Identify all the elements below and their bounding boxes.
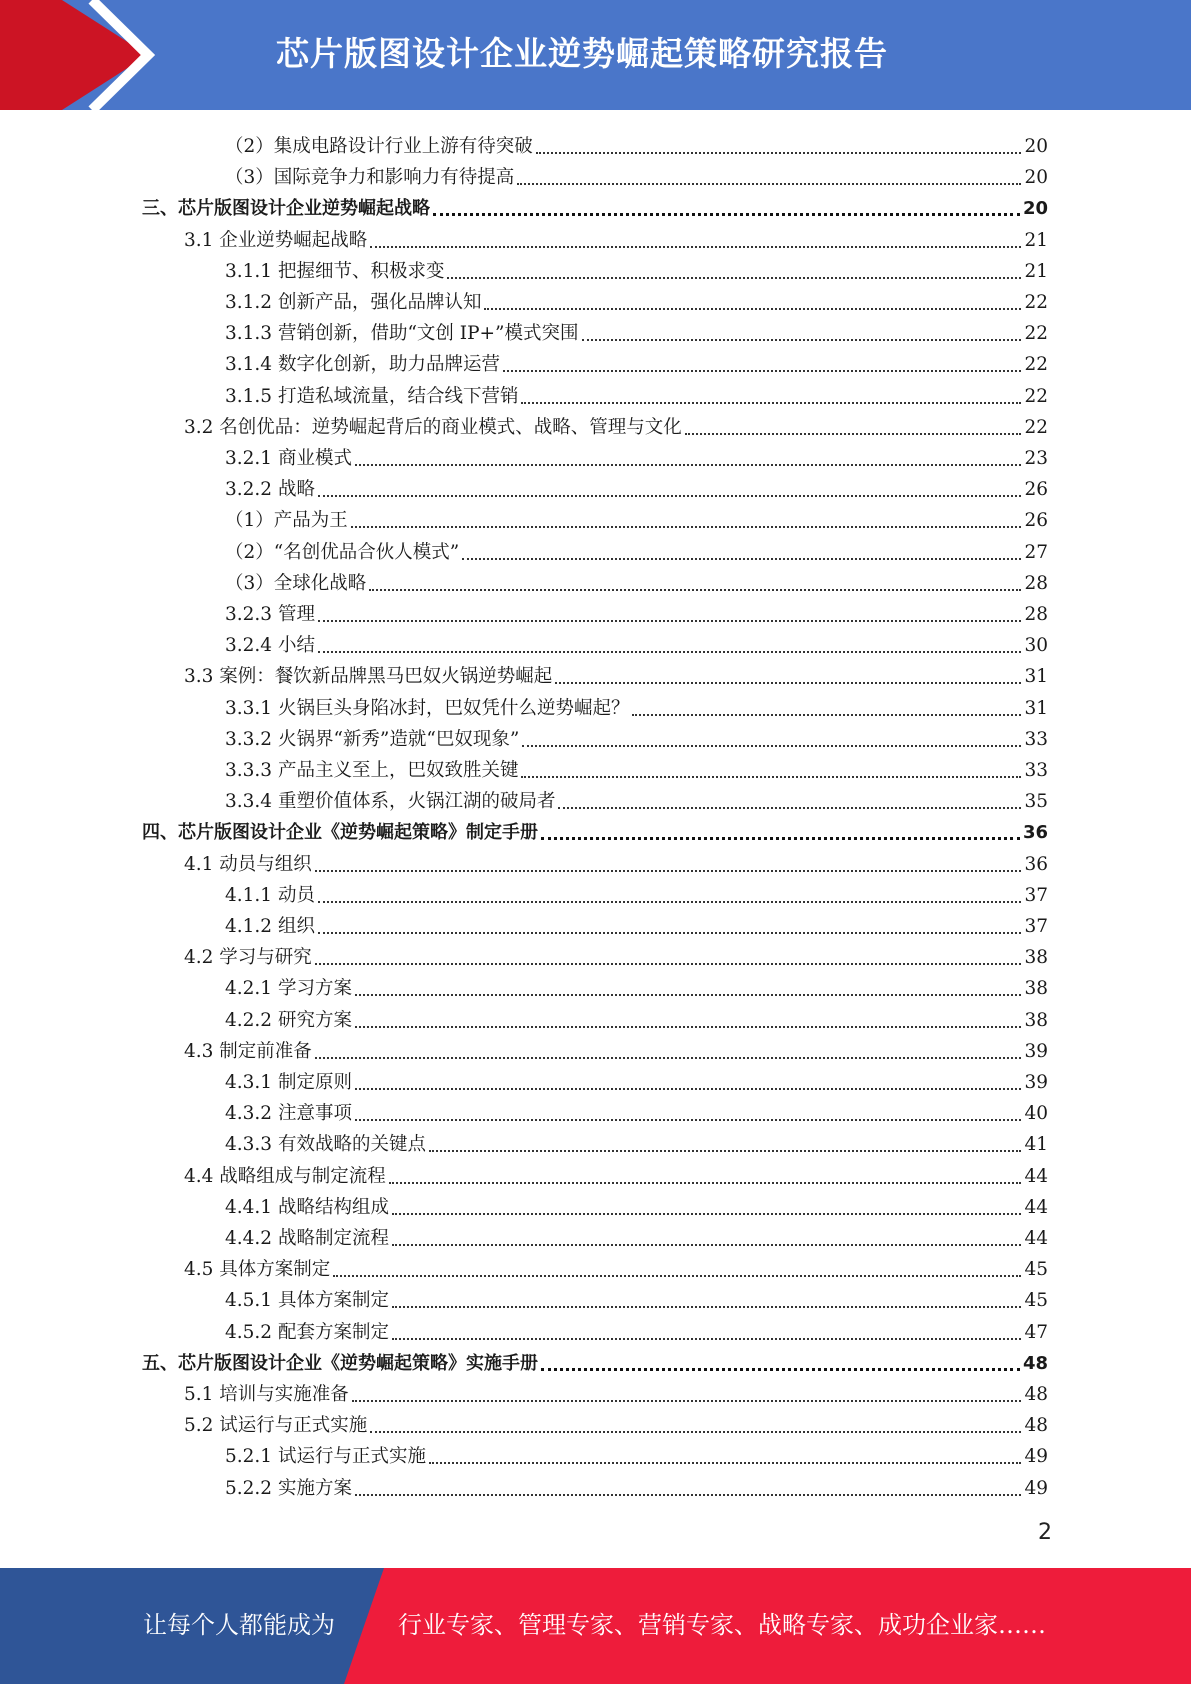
toc-entry-page: 26 (1024, 510, 1048, 532)
toc-entry[interactable] (225, 877, 1048, 908)
toc-entry-page: 44 (1024, 1196, 1048, 1218)
toc-entry[interactable] (184, 1376, 1048, 1407)
toc-entry-title: 3.2 名创优品：逆势崛起背后的商业模式、战略、管理与文化 (184, 416, 682, 438)
toc-dot-leader (370, 246, 1021, 248)
toc-entry[interactable] (225, 128, 1048, 159)
toc-entry[interactable] (184, 939, 1048, 970)
toc-entry[interactable] (225, 1002, 1048, 1033)
toc-entry-page: 20 (1022, 198, 1048, 220)
toc-entry-title: 4.1.2 组织 (225, 916, 315, 937)
toc-entry[interactable] (184, 409, 1048, 440)
toc-entry-page: 33 (1024, 760, 1048, 781)
toc-entry[interactable] (225, 1282, 1048, 1313)
toc-entry[interactable] (225, 1438, 1048, 1469)
toc-entry-title: （3）全球化战略 (225, 572, 367, 594)
toc-dot-leader (318, 620, 1022, 622)
toc-entry[interactable] (225, 534, 1048, 565)
toc-entry[interactable] (225, 783, 1048, 814)
toc-entry-title: 4.3.3 有效战略的关键点 (225, 1134, 426, 1156)
toc-dot-leader (355, 1494, 1022, 1496)
toc-dot-leader (315, 1057, 1022, 1059)
toc-entry-title: 3.1.1 把握细节、积极求变 (225, 260, 445, 282)
toc-entry-page: 40 (1024, 1103, 1048, 1125)
toc-entry-page: 48 (1024, 1415, 1048, 1437)
toc-entry-title: 3.3.4 重塑价值体系，火锅江湖的破局者 (225, 791, 556, 813)
toc-dot-leader (355, 994, 1022, 996)
toc-dot-leader (355, 1026, 1022, 1028)
toc-entry-page: 26 (1024, 479, 1048, 501)
toc-entry-page: 22 (1024, 292, 1048, 313)
toc-dot-leader (521, 402, 1021, 404)
toc-dot-leader (315, 870, 1022, 872)
toc-dot-leader (392, 1213, 1021, 1215)
toc-dot-leader (318, 932, 1022, 934)
toc-entry-title: 5.2.2 实施方案 (225, 1477, 352, 1499)
toc-entry[interactable] (225, 284, 1048, 315)
toc-entry-page: 20 (1024, 136, 1048, 157)
toc-entry-page: 41 (1024, 1134, 1048, 1156)
toc-entry-title: 3.3.1 火锅巨头身陷冰封，巴奴凭什么逆势崛起？ (225, 697, 630, 719)
toc-dot-leader (392, 1306, 1021, 1308)
toc-dot-leader (315, 963, 1022, 965)
toc-entry[interactable] (142, 814, 1048, 845)
toc-entry-page: 38 (1024, 978, 1048, 1000)
toc-entry-title: （1）产品为王 (225, 510, 348, 532)
toc-entry-page: 48 (1024, 1384, 1048, 1405)
toc-entry[interactable] (184, 1033, 1048, 1064)
toc-entry-title: （3）国际竞争力和影响力有待提高 (225, 167, 515, 189)
toc-entry[interactable] (225, 253, 1048, 284)
toc-dot-leader (355, 1088, 1022, 1090)
toc-dot-leader (521, 776, 1021, 778)
toc-entry[interactable] (225, 721, 1048, 752)
toc-dot-leader (429, 1462, 1021, 1464)
toc-entry[interactable] (184, 1251, 1048, 1282)
toc-dot-leader (462, 558, 1021, 560)
toc-entry-page: 36 (1022, 822, 1048, 844)
toc-entry[interactable] (225, 1189, 1048, 1220)
page-header (0, 0, 1191, 110)
toc-entry[interactable] (225, 1095, 1048, 1126)
toc-entry-title: 4.4.2 战略制定流程 (225, 1228, 389, 1249)
toc-entry[interactable] (184, 1407, 1048, 1438)
toc-entry-title: 4.3.2 注意事项 (225, 1103, 352, 1125)
toc-entry-page: 21 (1024, 229, 1048, 251)
toc-entry-title: 3.2.3 管理 (225, 604, 315, 625)
toc-dot-leader (370, 1431, 1021, 1433)
toc-entry[interactable] (225, 346, 1048, 377)
toc-entry-title: 5.1 培训与实施准备 (184, 1384, 349, 1405)
toc-entry-title: 四、芯片版图设计企业《逆势崛起策略》制定手册 (142, 822, 538, 844)
toc-entry[interactable] (184, 1158, 1048, 1189)
toc-entry-page: 37 (1024, 884, 1048, 906)
header-red-arrow (0, 0, 148, 110)
toc-dot-leader (355, 1119, 1022, 1121)
toc-entry-page: 48 (1022, 1352, 1048, 1374)
toc-entry-title: 4.3 制定前准备 (184, 1040, 312, 1062)
toc-dot-leader (558, 807, 1021, 809)
toc-entry-title: 4.3.1 制定原则 (225, 1072, 352, 1093)
footer-slogan-left: 让每个人都能成为 (143, 1611, 335, 1639)
toc-entry[interactable] (184, 222, 1048, 253)
toc-dot-leader (369, 589, 1021, 591)
toc-entry[interactable] (142, 190, 1048, 221)
toc-dot-leader (632, 714, 1021, 716)
toc-entry-page: 28 (1024, 572, 1048, 594)
toc-entry-title: 3.1.3 营销创新，借助“文创 IP+”模式突围 (225, 323, 579, 345)
toc-dot-leader (333, 1275, 1021, 1277)
toc-dot-leader (555, 682, 1021, 684)
toc-entry[interactable] (184, 658, 1048, 689)
toc-entry-page: 35 (1024, 791, 1048, 813)
toc-entry-page: 36 (1024, 853, 1048, 875)
toc-entry-page: 37 (1024, 916, 1048, 937)
toc-entry-title: 4.4.1 战略结构组成 (225, 1196, 389, 1218)
toc-entry[interactable] (142, 1345, 1048, 1376)
document-title: 芯片版图设计企业逆势崛起策略研究报告 (276, 34, 888, 73)
toc-dot-leader (351, 526, 1022, 528)
toc-entry-page: 31 (1024, 666, 1048, 688)
toc-entry-title: 三、芯片版图设计企业逆势崛起战略 (142, 198, 430, 220)
toc-entry[interactable] (225, 315, 1048, 346)
toc-entry[interactable] (225, 502, 1048, 533)
toc-entry-title: 3.2.4 小结 (225, 635, 315, 657)
toc-entry-page: 44 (1024, 1228, 1048, 1249)
page-footer (0, 1568, 1191, 1684)
toc-entry-title: 4.2.2 研究方案 (225, 1009, 352, 1031)
toc-dot-leader (318, 901, 1022, 903)
toc-entry[interactable] (225, 752, 1048, 783)
toc-entry-page: 30 (1024, 635, 1048, 657)
toc-entry-page: 39 (1024, 1040, 1048, 1062)
toc-dot-leader (392, 1338, 1021, 1340)
toc-entry-title: （2）集成电路设计行业上游有待突破 (225, 136, 533, 157)
toc-entry[interactable] (225, 970, 1048, 1001)
toc-entry-page: 39 (1024, 1072, 1048, 1093)
toc-entry-title: 五、芯片版图设计企业《逆势崛起策略》实施手册 (142, 1352, 538, 1374)
toc-dot-leader (429, 1150, 1021, 1152)
toc-entry-title: 4.5 具体方案制定 (184, 1259, 331, 1281)
toc-entry-title: （2）“名创优品合伙人模式” (225, 541, 460, 563)
toc-entry-title: 4.1 动员与组织 (184, 853, 312, 875)
toc-entry-title: 3.1.2 创新产品，强化品牌认知 (225, 292, 482, 313)
toc-entry-title: 3.1.5 打造私域流量，结合线下营销 (225, 385, 519, 407)
toc-entry-title: 3.3.2 火锅界“新秀”造就“巴奴现象” (225, 728, 520, 750)
toc-dot-leader (389, 1182, 1022, 1184)
page-number: 2 (1038, 1520, 1052, 1545)
toc-entry[interactable] (225, 1314, 1048, 1345)
toc-dot-leader (484, 308, 1021, 310)
toc-entry-page: 27 (1024, 541, 1048, 563)
toc-entry[interactable] (225, 565, 1048, 596)
toc-entry[interactable] (225, 1470, 1048, 1501)
toc-dot-leader (541, 837, 1020, 840)
toc-entry[interactable] (225, 378, 1048, 409)
toc-dot-leader (352, 1400, 1022, 1402)
toc-entry-title: 4.5.2 配套方案制定 (225, 1321, 389, 1343)
toc-entry[interactable] (184, 846, 1048, 877)
toc-entry[interactable] (225, 1220, 1048, 1251)
toc-entry-page: 47 (1024, 1321, 1048, 1343)
toc-entry[interactable] (225, 908, 1048, 939)
toc-entry[interactable] (225, 596, 1048, 627)
toc-entry[interactable] (225, 627, 1048, 658)
toc-entry-title: 3.2.2 战略 (225, 479, 315, 501)
toc-entry-page: 38 (1024, 947, 1048, 969)
toc-dot-leader (355, 464, 1022, 466)
toc-entry-page: 22 (1024, 323, 1048, 345)
toc-entry-page: 45 (1024, 1259, 1048, 1281)
toc-entry[interactable] (225, 159, 1048, 190)
footer-slogan-right: 行业专家、管理专家、营销专家、战略专家、成功企业家…… (398, 1611, 1046, 1639)
toc-entry[interactable] (225, 1064, 1048, 1095)
toc-entry[interactable] (225, 471, 1048, 502)
toc-entry-page: 33 (1024, 728, 1048, 750)
toc-entry-page: 22 (1024, 385, 1048, 407)
toc-entry-title: 3.3 案例：餐饮新品牌黑马巴奴火锅逆势崛起 (184, 666, 553, 688)
toc-entry-page: 44 (1024, 1165, 1048, 1187)
toc-dot-leader (433, 213, 1020, 216)
toc-entry-title: 4.1.1 动员 (225, 884, 315, 906)
toc-entry-page: 22 (1024, 354, 1048, 376)
toc-dot-leader (541, 1368, 1020, 1371)
toc-entry-page: 38 (1024, 1009, 1048, 1031)
toc-entry[interactable] (225, 690, 1048, 721)
toc-entry-page: 49 (1024, 1446, 1048, 1468)
toc-entry-title: 5.2 试运行与正式实施 (184, 1415, 368, 1437)
toc-entry-title: 3.1 企业逆势崛起战略 (184, 229, 368, 251)
toc-entry-title: 4.2 学习与研究 (184, 947, 312, 969)
toc-entry-title: 3.1.4 数字化创新，助力品牌运营 (225, 354, 500, 376)
toc-dot-leader (503, 370, 1021, 372)
toc-dot-leader (517, 183, 1021, 185)
toc-entry-page: 49 (1024, 1477, 1048, 1499)
toc-entry-page: 23 (1024, 448, 1048, 469)
toc-entry[interactable] (225, 1126, 1048, 1157)
toc-entry-title: 4.4 战略组成与制定流程 (184, 1165, 386, 1187)
toc-dot-leader (318, 495, 1022, 497)
toc-dot-leader (447, 277, 1021, 279)
toc-entry-page: 45 (1024, 1290, 1048, 1312)
toc-entry-page: 28 (1024, 604, 1048, 625)
toc-dot-leader (522, 745, 1021, 747)
toc-dot-leader (318, 651, 1022, 653)
toc-entry-title: 4.5.1 具体方案制定 (225, 1290, 389, 1312)
toc-dot-leader (536, 152, 1022, 154)
toc-entry[interactable] (225, 440, 1048, 471)
toc-entry-page: 21 (1024, 260, 1048, 282)
toc-entry-title: 3.2.1 商业模式 (225, 448, 352, 469)
toc-entry-title: 5.2.1 试运行与正式实施 (225, 1446, 426, 1468)
toc-dot-leader (685, 433, 1022, 435)
toc-entry-page: 20 (1024, 167, 1048, 189)
toc-dot-leader (392, 1244, 1021, 1246)
toc-entry-title: 3.3.3 产品主义至上，巴奴致胜关键 (225, 760, 519, 781)
toc-dot-leader (582, 339, 1022, 341)
toc-entry-page: 31 (1024, 697, 1048, 719)
toc-entry-title: 4.2.1 学习方案 (225, 978, 352, 1000)
toc-entry-page: 22 (1024, 416, 1048, 438)
